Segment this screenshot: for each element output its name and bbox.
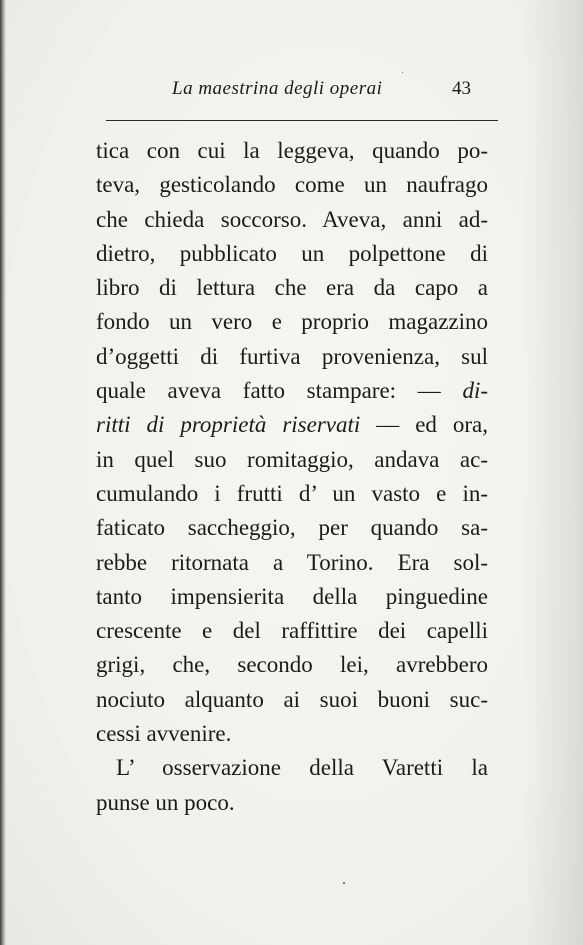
page-number: 43 xyxy=(452,78,471,99)
paper-speck xyxy=(343,882,345,884)
text-line: dietro, pubblicato un polpettone di xyxy=(96,240,488,266)
body-text xyxy=(96,134,488,820)
text-line: teva, gesticolando come un naufrago xyxy=(96,172,488,198)
header-rule xyxy=(106,120,498,121)
text-line xyxy=(96,374,488,408)
text-line: tica con cui la leggeva, quando po- xyxy=(96,138,488,163)
page-binding-edge xyxy=(0,0,6,945)
page-shadow xyxy=(523,0,583,945)
text-fragment: quale aveva fatto stampare: — xyxy=(96,378,463,404)
running-head-title: La maestrina degli operai xyxy=(172,78,383,99)
text-line: d’oggetti di furtiva provenienza, sul xyxy=(96,343,488,369)
text-line: in quel suo romitaggio, andava ac- xyxy=(96,446,488,472)
text-line: rebbe ritornata a Torino. Era sol- xyxy=(96,549,488,575)
running-head xyxy=(172,78,492,106)
text-line: fondo un vero e proprio magazzino xyxy=(96,309,488,335)
paper-speck xyxy=(402,72,403,73)
text-line: grigi, che, secondo lei, avrebbero xyxy=(96,652,488,678)
text-line: punse un poco. xyxy=(96,789,235,815)
text-line: tanto impensierita della pinguedine xyxy=(96,583,488,609)
text-line: L’ osservazione della Varetti la xyxy=(116,755,488,781)
text-line: libro di lettura che era da capo a xyxy=(96,275,488,301)
text-line: faticato saccheggio, per quando sa- xyxy=(96,515,488,541)
text-line: cumulando i frutti d’ un vasto e in- xyxy=(96,480,488,506)
text-line: che chieda soccorso. Aveva, anni ad- xyxy=(96,206,488,232)
italic-fragment: di- xyxy=(462,378,488,404)
text-line: nociuto alquanto ai suoi buoni suc- xyxy=(96,686,488,712)
text-line: crescente e del raffittire dei capelli xyxy=(96,618,488,644)
text-line xyxy=(96,408,488,442)
italic-fragment: ritti di proprietà riservati xyxy=(96,412,361,438)
text-fragment: — ed ora, xyxy=(360,412,488,438)
text-line: cessi avvenire. xyxy=(96,721,232,747)
